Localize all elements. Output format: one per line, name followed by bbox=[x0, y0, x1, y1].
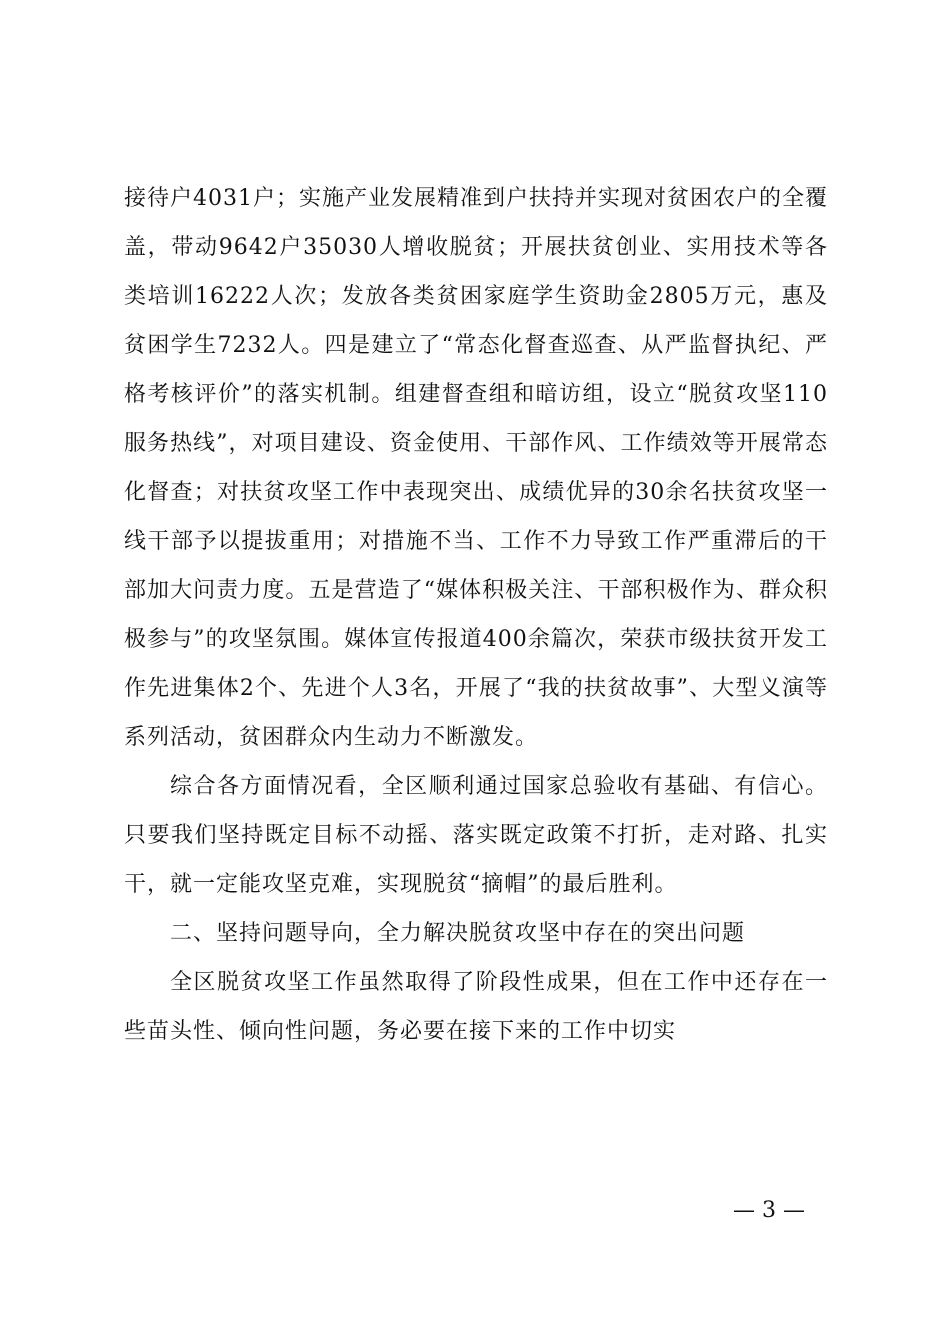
paragraph-summary: 综合各方面情况看，全区顺利通过国家总验收有基础、有信心。只要我们坚持既定目标不动摇、落实既定政策不打折，走对路、扎实干，就一定能攻坚克难，实现脱贫“摘帽”的最后胜利。 bbox=[124, 774, 828, 897]
page-number: — 3 — bbox=[733, 1198, 805, 1223]
paragraph-continued: 接待户4031户；实施产业发展精准到户扶持并实现对贫困农户的全覆盖，带动9642户35030人增收脱贫；开展扶贫创业、实用技术等各类培训16222人次；发放各类贫困家庭学生资助金2805万元，惠及贫困学生7232人。四是建立了“常态化督查巡查、从严监督执纪、严格考核评价”的落实机制。组建督查组和暗访组，设立“脱贫攻坚110服务热线”，对项目建设、资金使用、干部作风、工作绩效等开展常态化督查；对扶贫攻坚工作中表现突出、成绩优异的30余名扶贫攻坚一线干部予以提拔重用；对措施不当、工作不力导致工作严重滞后的干部加大问责力度。五是营造了“媒体积极关注、干部积极作为、群众积极参与”的攻坚氛围。媒体宣传报道400余篇次，荣获市级扶贫开发工作先进集体2个、先进个人3名，开展了“我的扶贫故事”、大型义演等系列活动，贫困群众内生动力不断激发。 bbox=[124, 186, 828, 750]
section-heading: 二、坚持问题导向，全力解决脱贫攻坚中存在的突出问题 bbox=[170, 921, 746, 946]
document-body bbox=[124, 174, 828, 1056]
paragraph-section-intro: 全区脱贫攻坚工作虽然取得了阶段性成果，但在工作中还存在一些苗头性、倾向性问题，务必要在接下来的工作中切实 bbox=[124, 970, 828, 1044]
